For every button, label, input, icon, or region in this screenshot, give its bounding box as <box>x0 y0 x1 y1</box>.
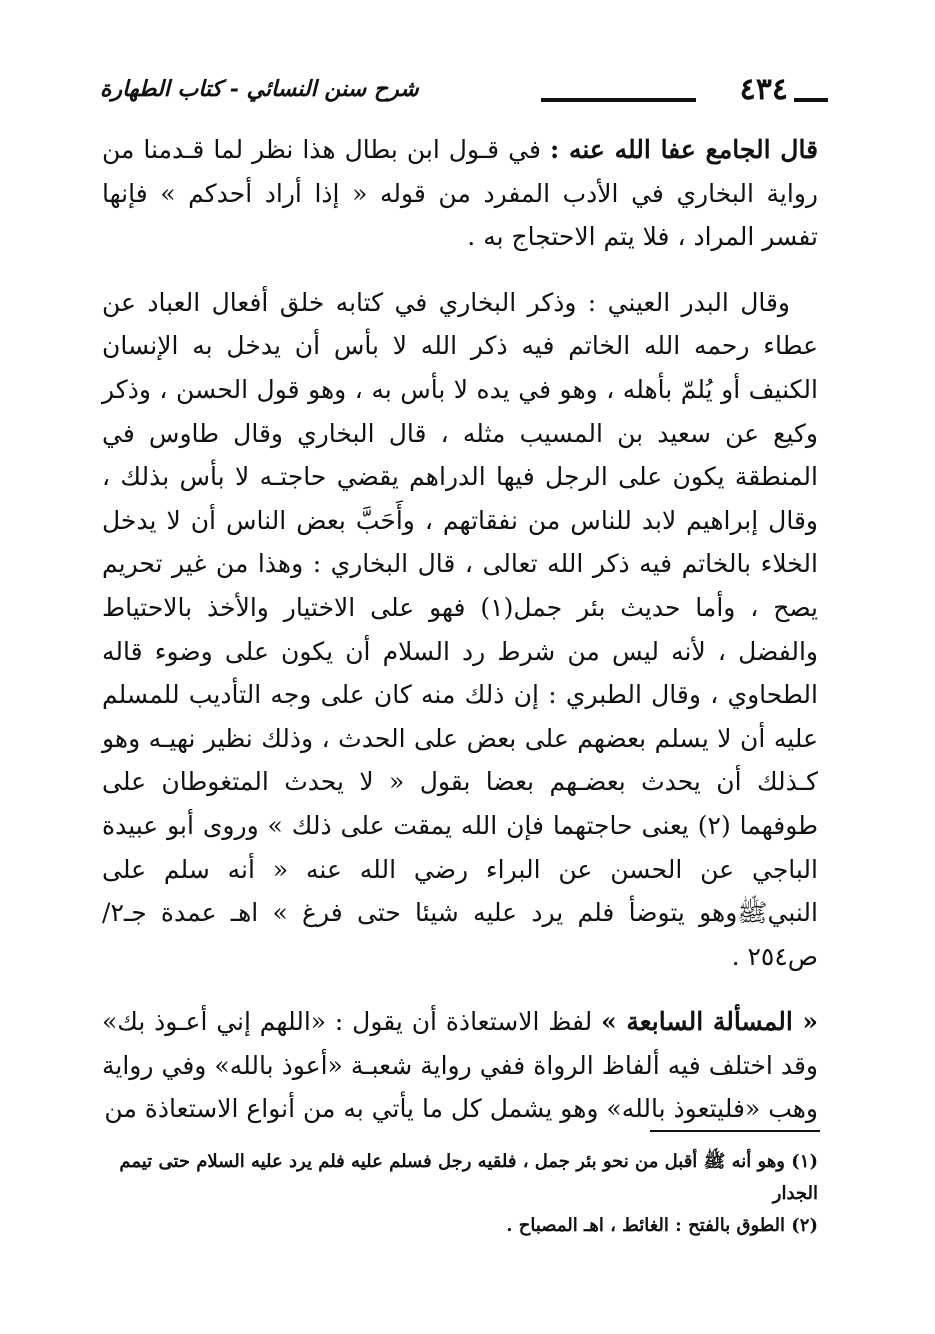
page-header <box>100 70 828 110</box>
footnotes <box>102 1146 818 1242</box>
paragraph-1-lead: قال الجامع عفا الله عنه : <box>549 135 819 164</box>
paragraph-1 <box>102 128 818 259</box>
paragraph-3 <box>102 1000 818 1131</box>
paragraph-3-lead: « المسألة السابعة » <box>601 1007 818 1037</box>
main-text <box>102 128 818 1131</box>
paragraph-3-text: لفظ الاستعاذة أن يقول : «اللهم إني أعـوذ بك» وقد اختلف فيه ألفاظ الرواة ففي رواية شعبـة «أعوذ بالله» وفي رواية وهب «فليتعوذ بالله» وهو يشمل كل ما يأتي به من أنواع الاستعاذة من <box>102 1007 818 1124</box>
running-title: شرح سنن النسائي - كتاب الطهارة <box>100 76 419 102</box>
footnote-separator <box>650 1130 820 1132</box>
paragraph-2-text: وقال البدر العيني : وذكر البخاري في كتابه خلق أفعال العباد عن عطاء رحمه الله الخاتم فيه ذكر الله لا بأس أن يدخل به الإنسان الكنيف أو يُلمّ بأهله ، وهو في يده لا بأس به ، وهو قول الحسن ، وذكر وكيع عن سعيد بن المسيب مثله ، قال البخاري وقال طاوس في المنطقة يكون على الرجل فيها الدراهم يقضي حاجتـه لا بأس بذلك ، وقال إبراهيم لابد للناس من نفقاتهم ، وأَحَبَّ بعض الناس أن لا يدخل الخلاء بالخاتم فيه ذكر الله تعالى ، قال البخاري : وهذا من غير تحريم يصح ، وأما حديث بئر جمل(١) فهو على الاختيار والأخذ بالاحتياط والفضل ، لأنه ليس من شرط رد السلام أن يكون على وضوء قاله الطحاوي ، وقال الطبري : إن ذلك منه كان على وجه التأديب للمسلم عليه أن لا يسلم بعضهم على بعض على الحدث ، وذلك نظير نهيـه وهو كـذلك أن يحدث بعضـهم بعضا بقول « لا يحدث المتغوطان على طوفهما (٢) يعنى حاجتهما فإن الله يمقت على ذلك » وروى أبو عبيدة الباجي عن الحسن عن البراء رضي الله عنه « أنه سلم على النبيﷺوهو يتوضأ فلم يرد عليه شيئا حتى فرغ » اهـ عمدة جـ٢/ ص٢٥٤ . <box>102 287 819 971</box>
header-rule-middle <box>541 98 696 102</box>
page-number: ٤٣٤ <box>739 72 788 107</box>
header-rule-right <box>794 98 828 102</box>
paragraph-1-text: في قـول ابن بطال هذا نظر لما قـدمنا من رواية البخاري في الأدب المفرد من قوله « إذا أراد أحدكم » فإنها تفسر المراد ، فلا يتم الاحتجاج به . <box>102 135 818 252</box>
footnote-1: (١) وهو أنه ﷺ أقبل من نحو بئر جمل ، فلقيه رجل فسلم عليه فلم يرد عليه السلام حتى تيمم الجدار <box>119 1151 818 1204</box>
paragraph-2 <box>102 281 818 979</box>
footnote-2: (٢) الطوق بالفتح : الغائط ، اهـ المصباح . <box>506 1215 818 1236</box>
